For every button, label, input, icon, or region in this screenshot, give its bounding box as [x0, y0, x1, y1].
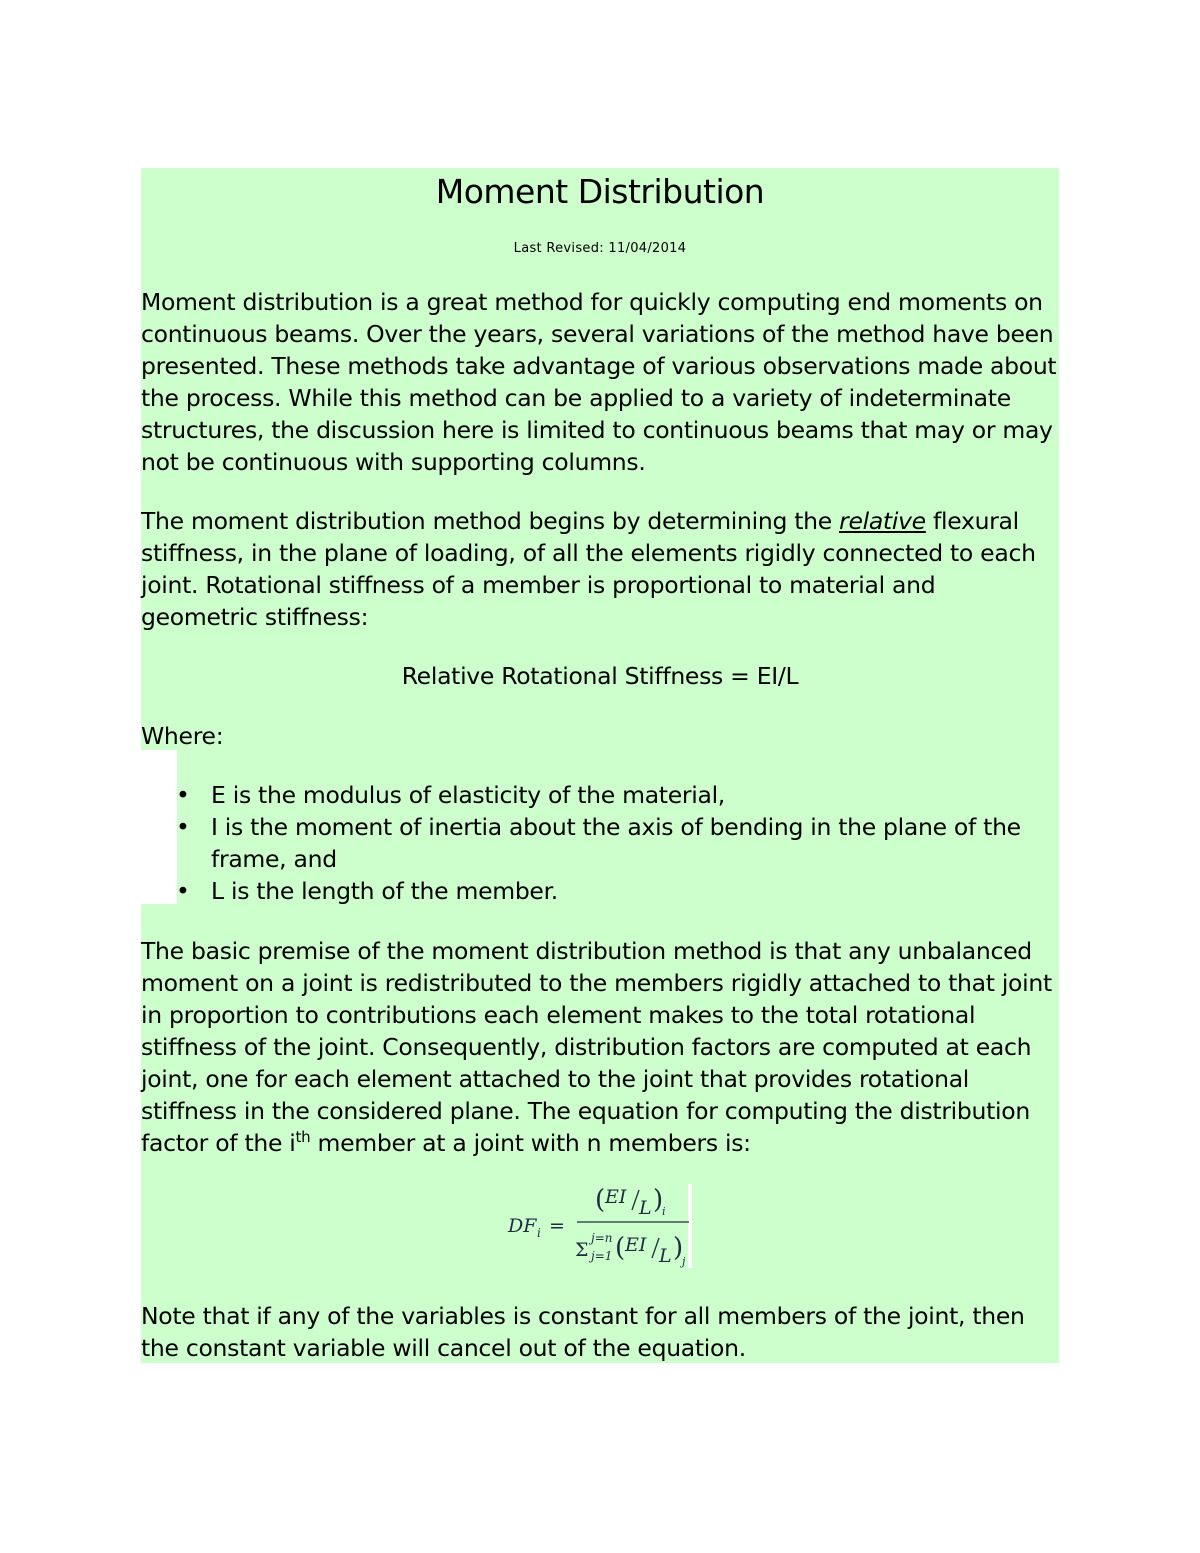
list-item: • I is the moment of inertia about the axis of bending in the plane of the frame, and: [176, 813, 1021, 873]
bullet-icon: •: [176, 877, 190, 905]
formula-equals: =: [549, 1215, 565, 1237]
den-ei: EI: [625, 1234, 647, 1256]
den-lower: j=1: [591, 1249, 613, 1263]
den-upper: j=n: [591, 1231, 613, 1245]
where-label: Where:: [141, 722, 224, 750]
num-sub: i: [662, 1205, 666, 1218]
paren-close-icon: ): [673, 1233, 684, 1263]
num-ei: EI: [605, 1186, 627, 1208]
paren-open-icon: (: [595, 1185, 606, 1215]
paren-close-icon: ): [653, 1185, 664, 1215]
num-l: L: [639, 1197, 652, 1219]
den-sub: j: [682, 1255, 686, 1268]
bullet-icon: •: [176, 781, 190, 809]
paren-open-icon: (: [615, 1233, 626, 1263]
stiffness-paragraph: The moment distribution method begins by determining the relative flexural stiffness, in the plane of loading, of all the elements rigidly connected to each joint. Rotational stiffness of a member is proportional to material and geometric stiffness:: [141, 507, 1036, 631]
relative-emphasis: relative: [839, 507, 926, 535]
stiffness-equation: Relative Rotational Stiffness = EI/L: [401, 662, 799, 690]
formula-lhs-sub: i: [537, 1226, 541, 1240]
distribution-factor-formula: [505, 1180, 695, 1272]
intro-paragraph: Moment distribution is a great method for quickly computing end moments on continuous beams. Over the years, several variations of the method have been presented. These methods take advantage of various observations made about the process. While this method can be applied to a variety of indeterminate structures, the discussion here is limited to continuous beams that may or may not be continuous with supporting columns.: [141, 288, 1057, 476]
page-title: Moment Distribution: [435, 172, 765, 211]
premise-paragraph: The basic premise of the moment distribution method is that any unbalanced moment on a joint is redistributed to the members rigidly attached to that joint in proportion to contributions each element makes to the total rotational stiffness of the joint. Consequently, distribution factors are computed at each joint, one for each element attached to the joint that provides rotational stiffness in the considered plane. The equation for computing the distribution factor of the $i^{th}$ member at a joint with n members is:: [141, 937, 1052, 1157]
list-item: • L is the length of the member.: [176, 877, 558, 905]
den-l: L: [659, 1245, 672, 1267]
list-item: • E is the modulus of elasticity of the material,: [176, 781, 725, 809]
note-paragraph: Note that if any of the variables is constant for all members of the joint, then the constant variable will cancel out of the equation.: [141, 1302, 1025, 1362]
variable-list: [141, 779, 1059, 907]
formula-lhs: DF: [508, 1215, 537, 1237]
sigma-icon: Σ: [575, 1239, 589, 1261]
last-revised-date: Last Revised: 11/04/2014: [513, 241, 687, 256]
bullet-icon: •: [176, 813, 190, 841]
